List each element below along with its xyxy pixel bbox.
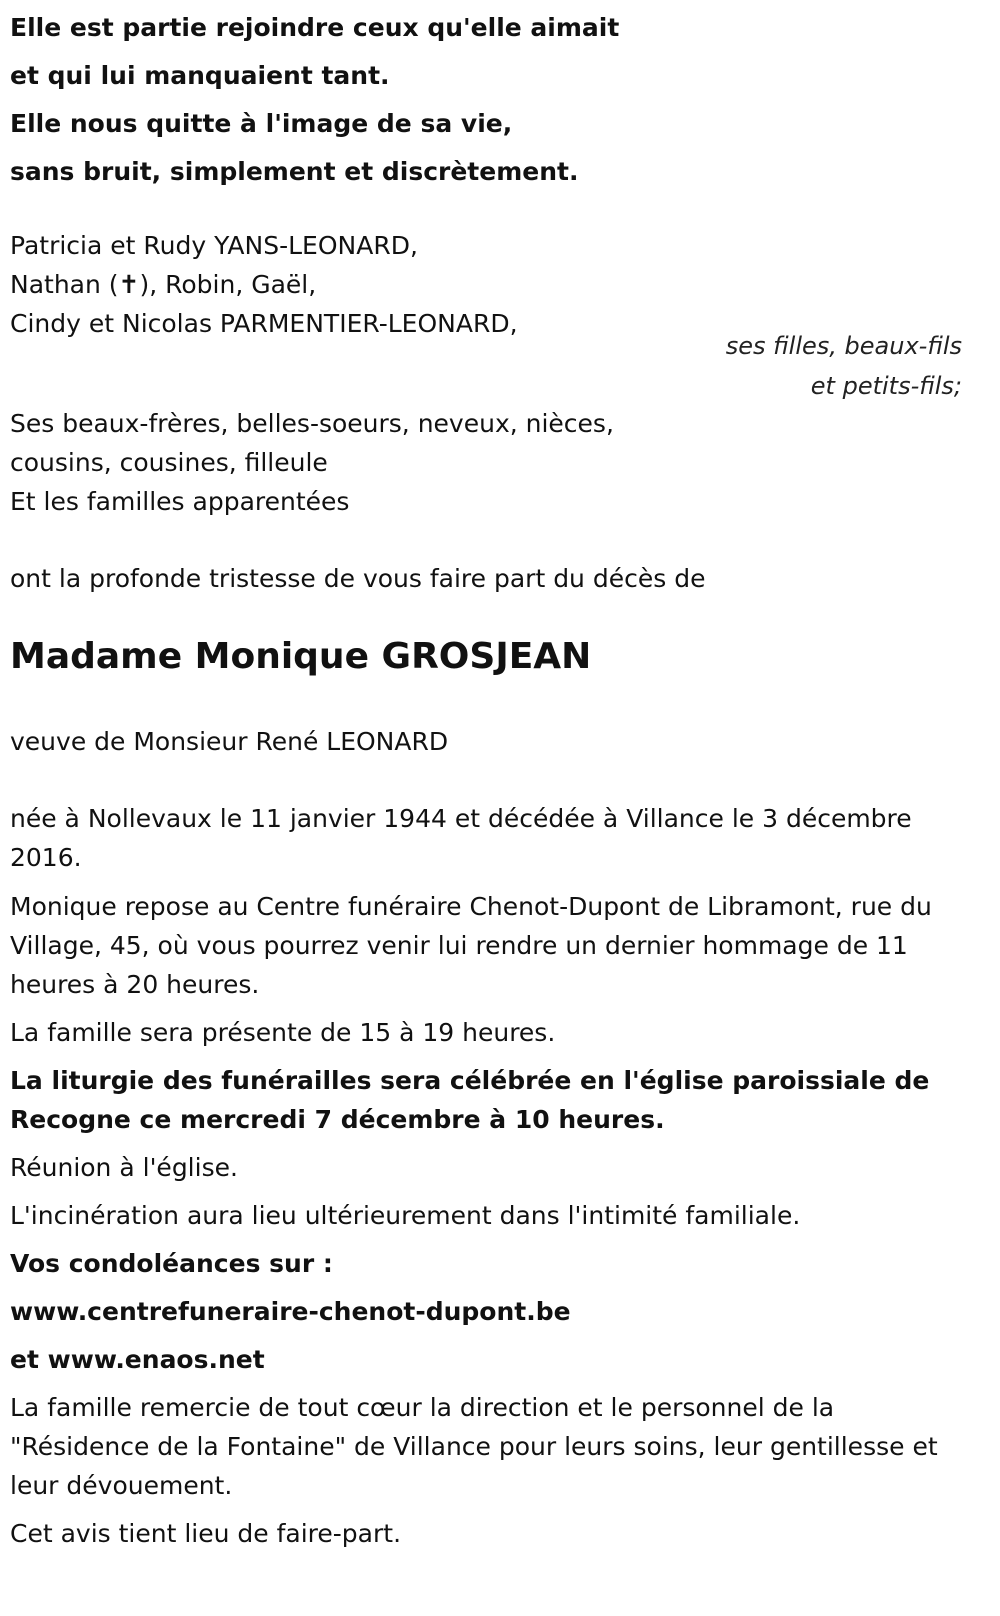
- epitaph-line: sans bruit, simplement et discrètement.: [10, 157, 579, 186]
- relatives-line: Ses beaux-frères, belles-soeurs, neveux, nièces,: [10, 409, 614, 438]
- condolences-link-chenot-dupont[interactable]: www.centrefuneraire-chenot-dupont.be: [10, 1297, 571, 1326]
- epitaph: [10, 4, 990, 196]
- condolences-site-1-row: [10, 1292, 990, 1332]
- epitaph-line: Elle est partie rejoindre ceux qu'elle aimait: [10, 13, 620, 42]
- meeting-info: Réunion à l'église.: [10, 1153, 238, 1182]
- family-line: Nathan (✝), Robin, Gaël,: [10, 270, 317, 299]
- closing-note: Cet avis tient lieu de faire-part.: [10, 1519, 402, 1548]
- relatives-line: Et les familles apparentées: [10, 487, 350, 516]
- cremation-info: L'incinération aura lieu ultérieurement dans l'intimité familiale.: [10, 1201, 801, 1230]
- epitaph-line: Elle nous quitte à l'image de sa vie,: [10, 109, 513, 138]
- family-relation-note: [726, 326, 962, 406]
- family-note-line: ses filles, beaux-fils: [725, 332, 962, 360]
- family-line: Patricia et Rudy YANS-LEONARD,: [10, 231, 418, 260]
- deceased-name: Madame Monique GROSJEAN: [10, 636, 592, 677]
- widow-of: veuve de Monsieur René LEONARD: [10, 727, 449, 756]
- condolences-link-enaos[interactable]: www.enaos.net: [47, 1345, 265, 1374]
- family-presence: La famille sera présente de 15 à 19 heures.: [10, 1018, 556, 1047]
- thanks-message: La famille remercie de tout cœur la direction et le personnel de la "Résidence de la Fontaine" de Villance pour leurs soins, leur gentillesse et leur dévouement.: [10, 1393, 938, 1500]
- birth-death: née à Nollevaux le 11 janvier 1944 et décédée à Villance le 3 décembre 2016.: [10, 804, 912, 872]
- family-line: Cindy et Nicolas PARMENTIER-LEONARD,: [10, 309, 518, 338]
- family-note-line: et petits-fils;: [810, 372, 962, 400]
- relatives-line: cousins, cousines, filleule: [10, 448, 328, 477]
- condolences-label: Vos condoléances sur :: [10, 1249, 333, 1278]
- condolences-prefix: et: [10, 1345, 39, 1374]
- relatives-list: [10, 404, 990, 521]
- rest-place: Monique repose au Centre funéraire Chenot-Dupont de Libramont, rue du Village, 45, où vous pourrez venir lui rendre un dernier hommage de 11 heures à 20 heures.: [10, 892, 932, 999]
- funeral-info: La liturgie des funérailles sera célébrée en l'église paroissiale de Recogne ce mercredi 7 décembre à 10 heures.: [10, 1066, 930, 1134]
- epitaph-line: et qui lui manquaient tant.: [10, 61, 390, 90]
- condolences-site-2-row: [10, 1340, 990, 1380]
- announcement: ont la profonde tristesse de vous faire part du décès de: [10, 564, 706, 593]
